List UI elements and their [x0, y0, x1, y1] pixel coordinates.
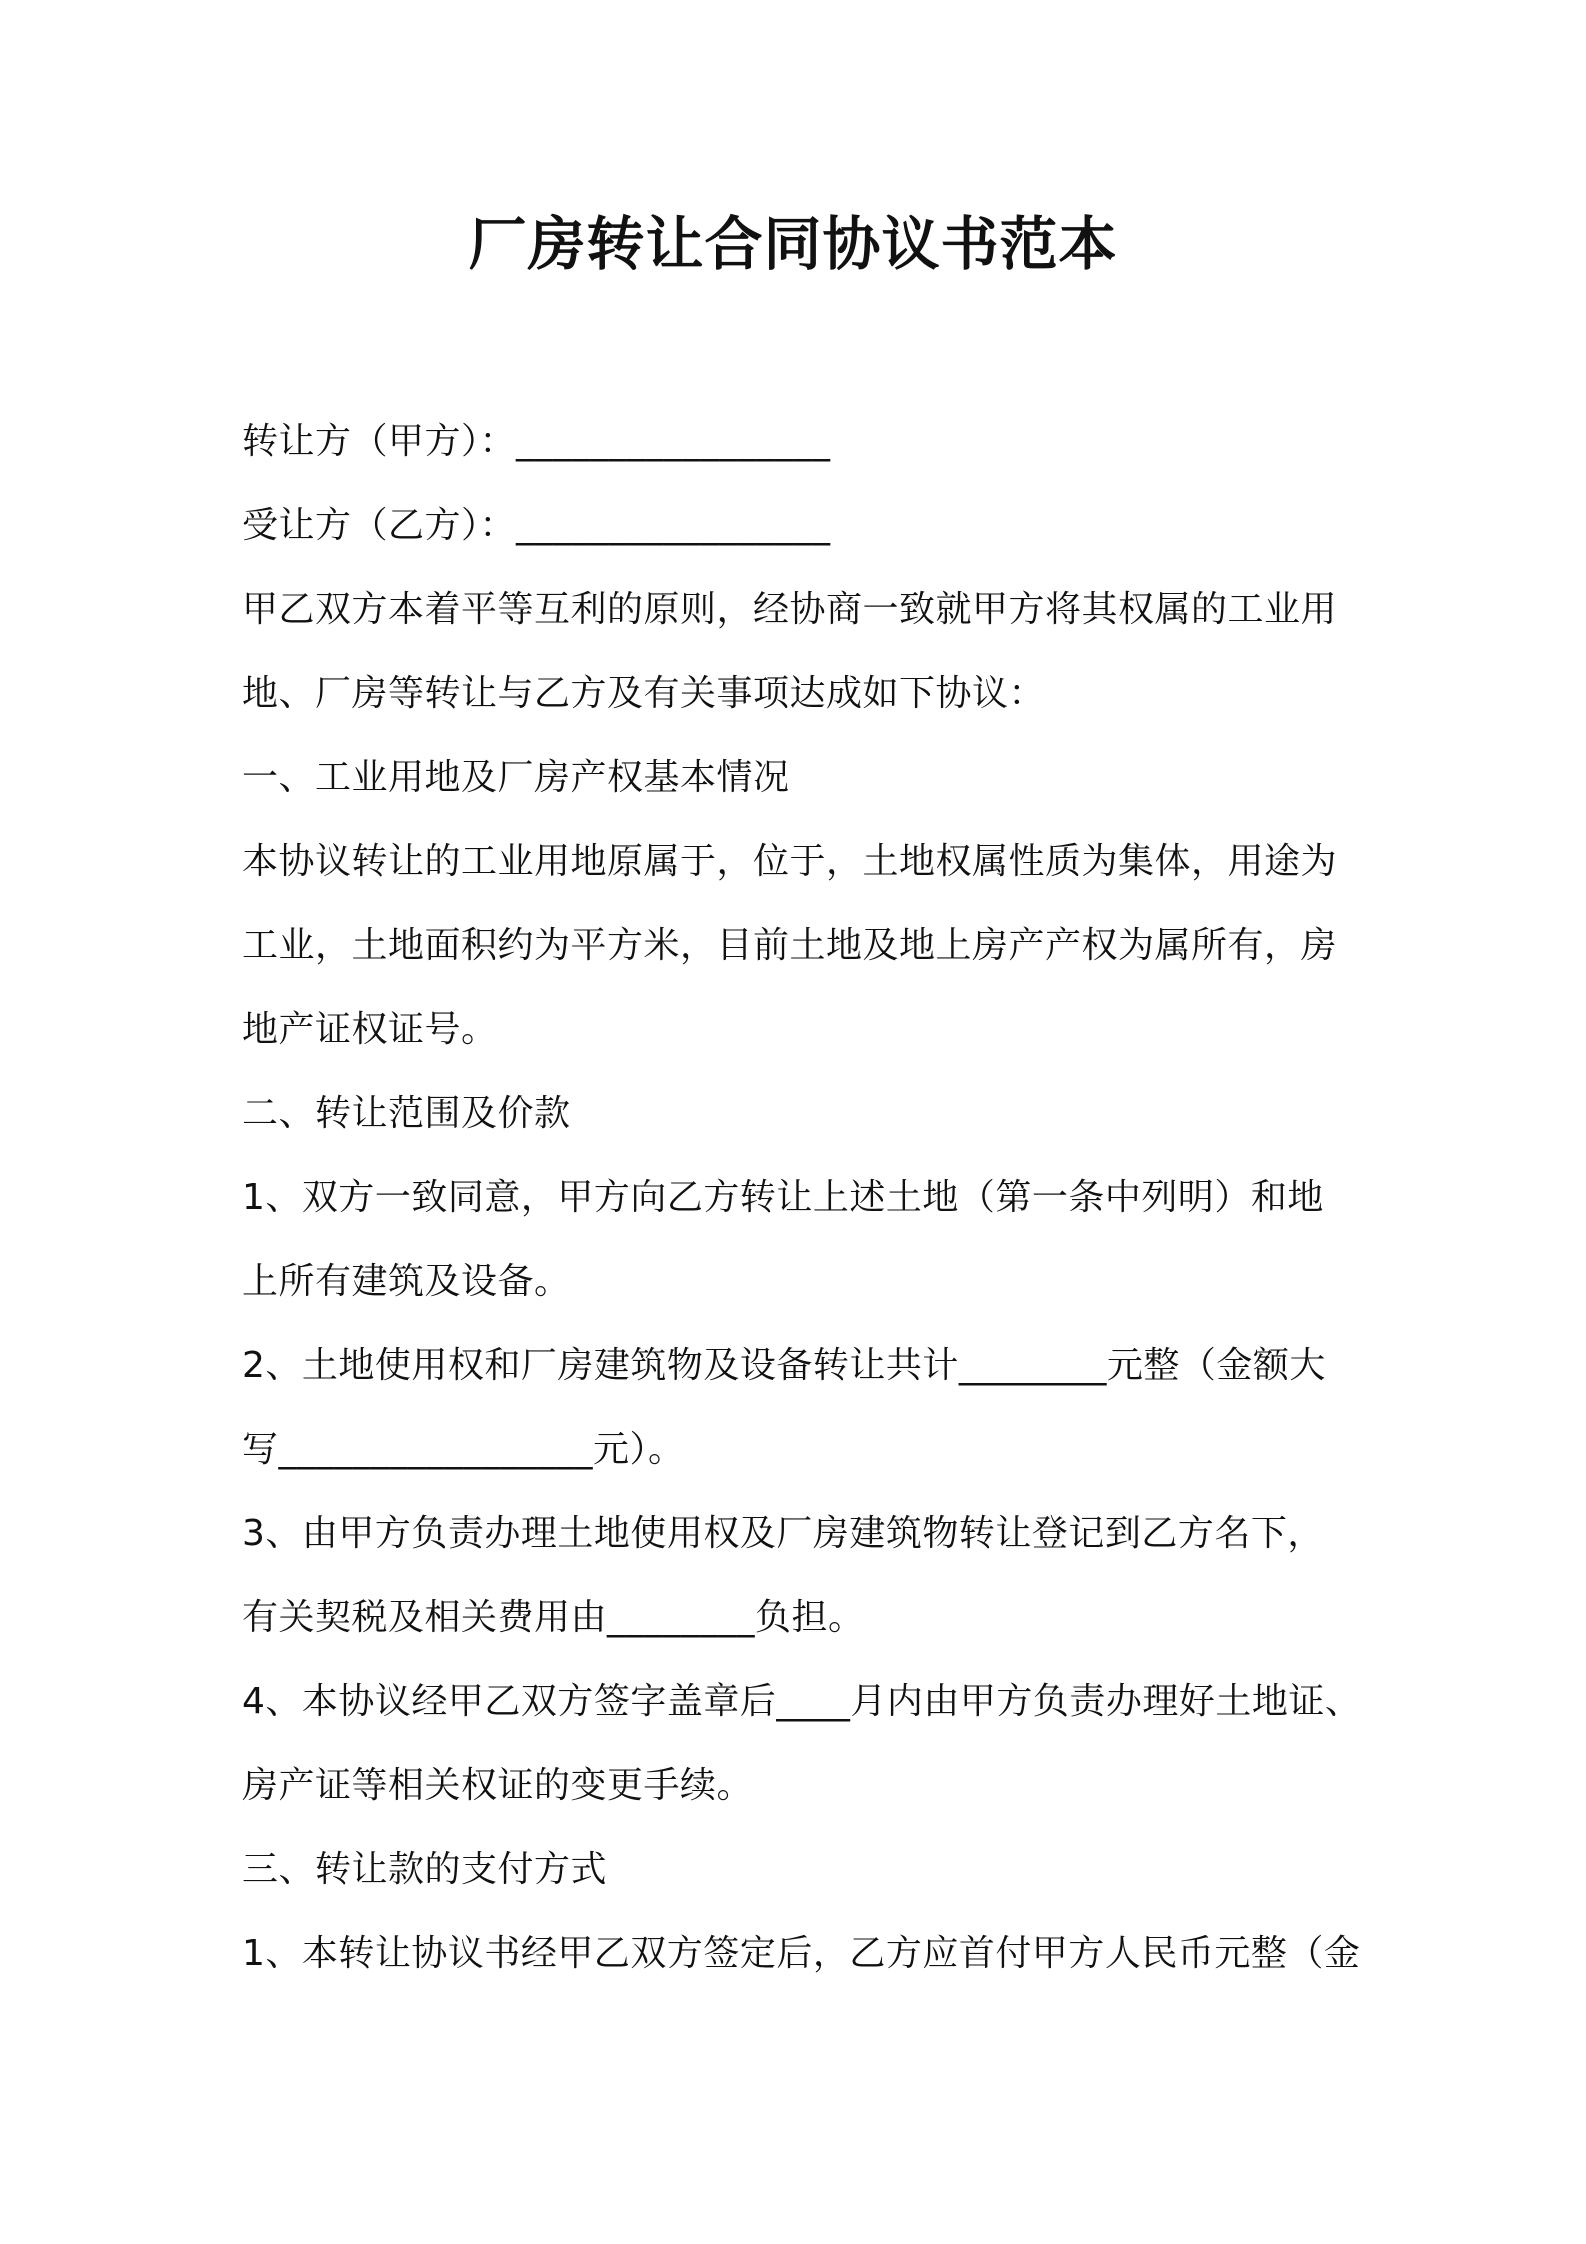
section-1-text-2: 工业，土地面积约为平方米，目前土地及地上房产产权为属所有，房 — [242, 925, 1338, 966]
preamble-line-2: 地、厂房等转让与乙方及有关事项达成如下协议： — [242, 673, 1046, 714]
clause-2-4-line-2: 房产证等相关权证的变更手续。 — [242, 1765, 754, 1806]
clause-2-4-line-1: 4、本协议经甲乙双方签字盖章后____月内由甲方负责办理好土地证、 — [242, 1681, 1362, 1722]
document-title: 厂房转让合同协议书范本 — [468, 210, 1118, 278]
section-2-heading: 二、转让范围及价款 — [242, 1093, 571, 1134]
clause-3-1-line-1: 1、本转让协议书经甲乙双方签定后，乙方应首付甲方人民币元整（金 — [242, 1933, 1361, 1974]
section-1-text-3: 地产证权证号。 — [242, 1009, 498, 1050]
document-body — [242, 400, 1382, 1996]
clause-2-3-line-2: 有关契税及相关费用由________负担。 — [242, 1597, 865, 1638]
clause-2-2-line-2: 写_________________元）。 — [242, 1429, 685, 1470]
party-b-line: 受让方（乙方）：_________________ — [242, 505, 831, 546]
clause-2-3-line-1: 3、由甲方负责办理土地使用权及厂房建筑物转让登记到乙方名下， — [242, 1513, 1324, 1554]
section-1-heading: 一、工业用地及厂房产权基本情况 — [242, 757, 790, 798]
section-3-heading: 三、转让款的支付方式 — [242, 1849, 608, 1890]
clause-2-1-line-1: 1、双方一致同意，甲方向乙方转让上述土地（第一条中列明）和地 — [242, 1177, 1324, 1218]
section-1-text-1: 本协议转让的工业用地原属于，位于，土地权属性质为集体，用途为 — [242, 841, 1338, 882]
clause-2-1-line-2: 上所有建筑及设备。 — [242, 1261, 571, 1302]
clause-2-2-line-1: 2、土地使用权和厂房建筑物及设备转让共计________元整（金额大 — [242, 1345, 1326, 1386]
preamble-line-1: 甲乙双方本着平等互利的原则，经协商一致就甲方将其权属的工业用 — [242, 589, 1338, 630]
party-a-line: 转让方（甲方）：_________________ — [242, 421, 831, 462]
